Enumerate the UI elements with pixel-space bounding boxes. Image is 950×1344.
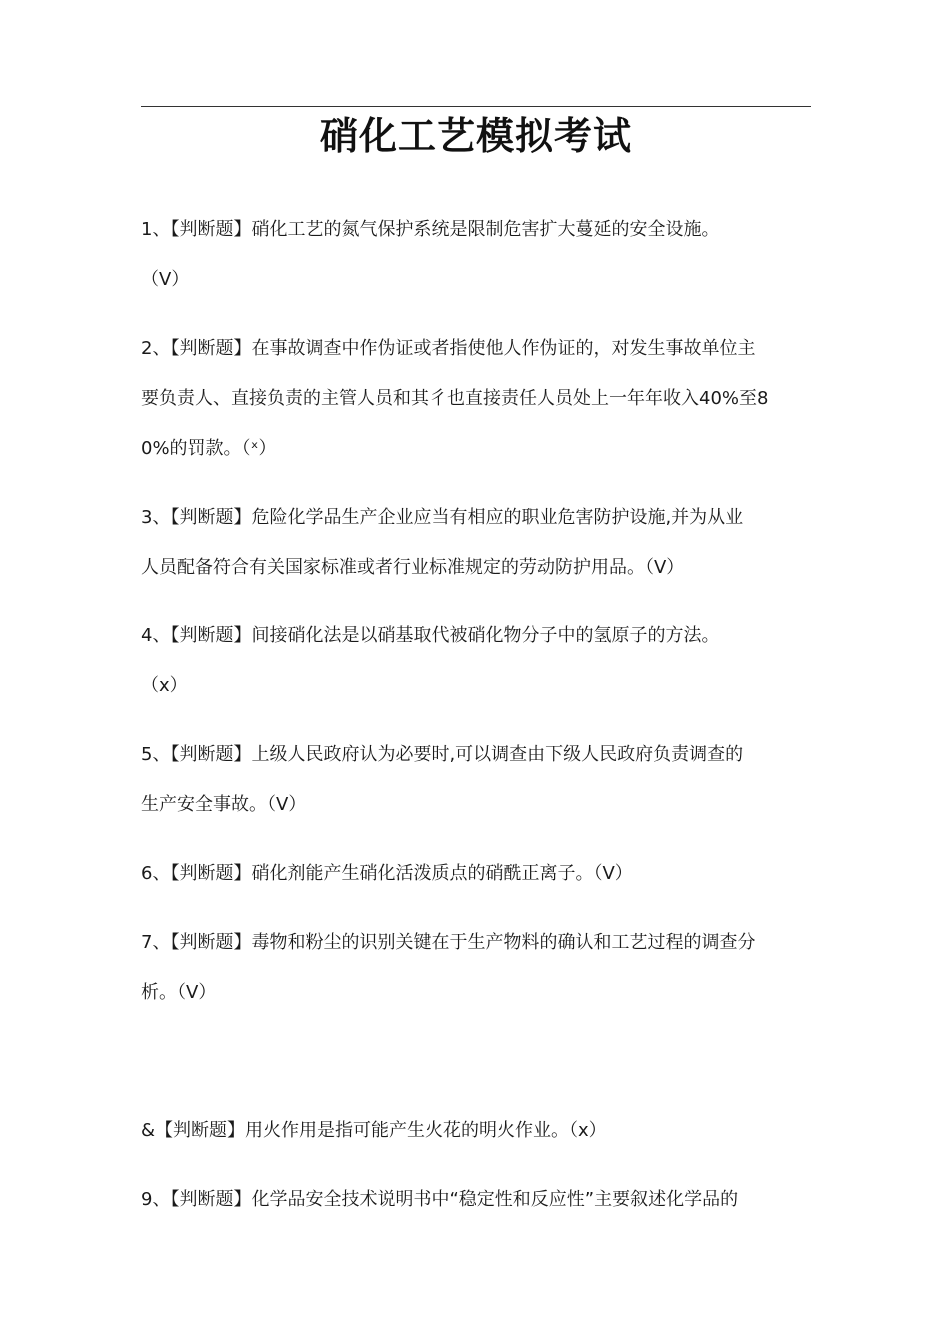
question-1: [141, 205, 813, 305]
question-7-line-1: 7、【判断题】毒物和粉尘的识别关键在于生产物料的确认和工艺过程的调查分: [141, 932, 756, 953]
question-7-line-2: 析。（V）: [141, 982, 217, 1003]
question-3: [141, 493, 813, 593]
question-5: [141, 730, 813, 830]
question-8-line-1: &【判断题】用火作用是指可能产生火花的明火作业。（x）: [141, 1120, 607, 1141]
question-1-line-2: （V）: [141, 269, 190, 290]
question-9-line-1: 9、【判断题】化学品安全技术说明书中“稳定性和反应性”主要叙述化学品的: [141, 1189, 739, 1210]
question-2-line-2: 要负责人、直接负责的主管人员和其彳也直接责任人员处上一年年收入40%至8: [141, 388, 769, 409]
question-4: [141, 611, 813, 711]
question-2: [141, 324, 813, 474]
question-7: [141, 918, 813, 1018]
question-5-line-1: 5、【判断题】上级人民政府认为必要时,可以调查由下级人民政府负责调查的: [141, 744, 744, 765]
question-4-line-1: 4、【判断题】间接硝化法是以硝基取代被硝化物分子中的氢原子的方法。: [141, 625, 720, 646]
question-2-line-1: 2、【判断题】在事故调查中作伪证或者指使他人作伪证的，对发生事故单位主: [141, 338, 756, 359]
header-rule: [141, 106, 811, 107]
question-3-line-2: 人员配备符合有关国家标准或者行业标准规定的劳动防护用品。（V）: [141, 557, 685, 578]
question-6: [141, 849, 813, 899]
question-1-line-1: 1、【判断题】硝化工艺的氮气保护系统是限制危害扩大蔓延的安全设施。: [141, 219, 720, 240]
question-6-line-1: 6、【判断题】硝化剂能产生硝化活泼质点的硝酰正离子。（V）: [141, 863, 633, 884]
document-title: 硝化工艺模拟考试: [319, 114, 632, 158]
question-9: [141, 1175, 813, 1225]
question-3-line-1: 3、【判断题】危险化学品生产企业应当有相应的职业危害防护设施,并为从业: [141, 507, 744, 528]
question-2-line-3: 0%的罚款。（ˣ）: [141, 438, 277, 459]
question-4-line-2: （x）: [141, 675, 188, 696]
question-8: [141, 1106, 813, 1156]
question-5-line-2: 生产安全事故。（V）: [141, 794, 307, 815]
